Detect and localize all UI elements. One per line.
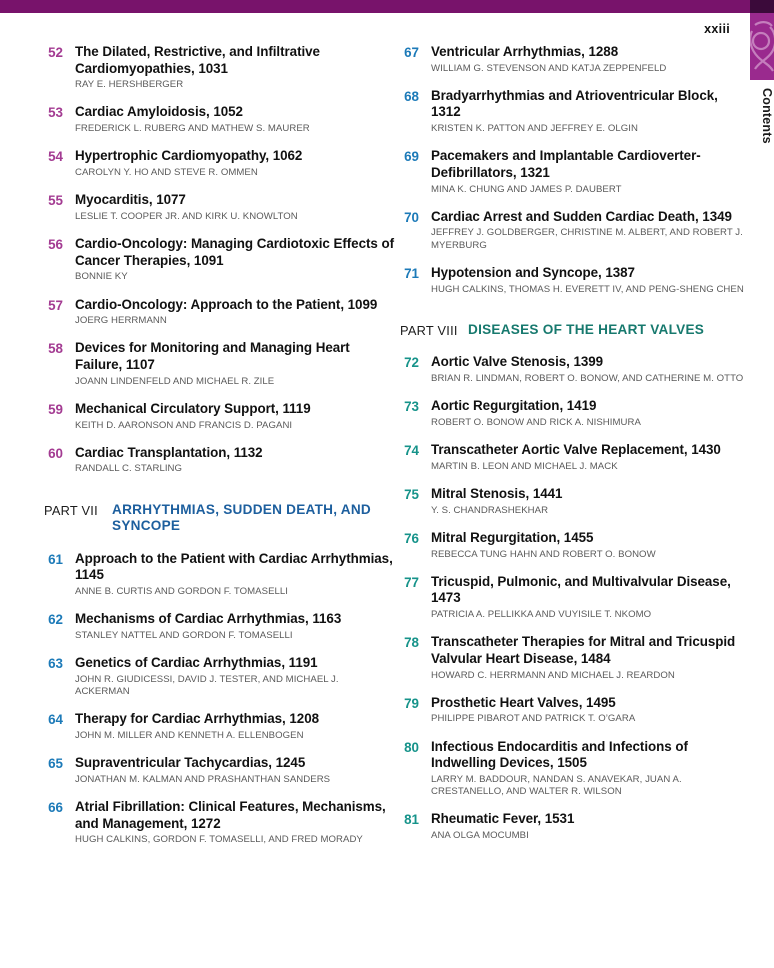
chapter-title[interactable]: Rheumatic Fever, 1531	[431, 811, 575, 827]
chapter-authors: PHILIPPE PIBAROT AND PATRICK T. O’GARA	[431, 713, 636, 725]
chapter-title[interactable]: Myocarditis, 1077	[75, 192, 186, 208]
chapter-title[interactable]: Cardiac Amyloidosis, 1052	[75, 104, 243, 120]
entry-body	[75, 148, 394, 179]
toc-entry[interactable]	[394, 44, 750, 75]
contents-tab-label: Contents	[760, 88, 774, 144]
page-number: xxiii	[704, 22, 730, 36]
toc-entry[interactable]	[394, 442, 750, 473]
chapter-number: 54	[48, 149, 63, 165]
chapter-authors: LARRY M. BADDOUR, NANDAN S. ANAVEKAR, JUAN A. CRESTANELLO, AND WALTER R. WILSON	[431, 773, 682, 798]
chapter-title[interactable]: Aortic Regurgitation, 1419	[431, 398, 597, 414]
entry-body	[431, 44, 750, 75]
toc-entry[interactable]	[394, 695, 750, 726]
chapter-title[interactable]: Devices for Monitoring and Managing Heart Failure, 1107	[75, 340, 350, 373]
entry-body	[75, 711, 394, 742]
part-title: ARRHYTHMIAS, SUDDEN DEATH, AND SYNCOPE	[112, 501, 371, 534]
toc-entry[interactable]	[394, 398, 750, 429]
chapter-number: 59	[48, 401, 63, 417]
entry-body	[75, 236, 394, 283]
entry-body	[75, 401, 394, 432]
chapter-number: 64	[48, 712, 63, 728]
toc-entry[interactable]	[394, 486, 750, 517]
chapter-number: 66	[48, 800, 63, 816]
chapter-title[interactable]: Cardio-Oncology: Approach to the Patient, 1099	[75, 296, 378, 312]
chapter-number: 73	[404, 399, 419, 415]
chapter-number: 71	[404, 265, 419, 281]
chapter-number: 76	[404, 530, 419, 546]
entry-body	[431, 148, 750, 195]
entry-body	[431, 530, 750, 561]
toc-entry[interactable]	[38, 755, 394, 786]
toc-entry[interactable]	[394, 209, 750, 252]
part-label: PART VIII	[400, 322, 458, 338]
toc-entry[interactable]	[394, 530, 750, 561]
part-heading	[44, 502, 394, 535]
toc-entry[interactable]	[38, 236, 394, 283]
chapter-title[interactable]: Mechanisms of Cardiac Arrhythmias, 1163	[75, 611, 342, 627]
entry-body	[431, 88, 750, 135]
chapter-number: 65	[48, 756, 63, 772]
entry-body	[75, 297, 394, 328]
chapter-number: 72	[404, 355, 419, 371]
chapter-title[interactable]: Cardiac Transplantation, 1132	[75, 444, 263, 460]
chapter-number: 55	[48, 193, 63, 209]
chapter-authors: LESLIE T. COOPER JR. AND KIRK U. KNOWLTON	[75, 210, 298, 222]
chapter-authors: HUGH CALKINS, GORDON F. TOMASELLI, AND FRED MORADY	[75, 834, 363, 846]
chapter-authors: MINA K. CHUNG AND JAMES P. DAUBERT	[431, 183, 622, 195]
chapter-authors: ROBERT O. BONOW AND RICK A. NISHIMURA	[431, 416, 641, 428]
entry-body	[431, 398, 750, 429]
chapter-number: 56	[48, 237, 63, 253]
chapter-number: 69	[404, 149, 419, 165]
chapter-authors: Y. S. CHANDRASHEKHAR	[431, 504, 549, 516]
contents-thumb-tab	[750, 13, 774, 80]
toc-entry[interactable]	[38, 401, 394, 432]
chapter-number: 80	[404, 739, 419, 755]
chapter-title[interactable]: Hypertrophic Cardiomyopathy, 1062	[75, 148, 303, 164]
toc-entry[interactable]	[394, 634, 750, 681]
chapter-title[interactable]: Aortic Valve Stenosis, 1399	[431, 354, 604, 370]
entry-body	[431, 574, 750, 621]
toc-entry[interactable]	[38, 445, 394, 476]
chapter-authors: PATRICIA A. PELLIKKA AND VUYISILE T. NKOMO	[431, 609, 652, 621]
part-title: DISEASES OF THE HEART VALVES	[468, 321, 705, 337]
chapter-title[interactable]: Transcatheter Therapies for Mitral and Tricuspid Valvular Heart Disease, 1484	[431, 634, 736, 666]
chapter-authors: STANLEY NATTEL AND GORDON F. TOMASELLI	[75, 629, 293, 641]
chapter-title[interactable]: The Dilated, Restrictive, and Infiltrative Cardiomyopathies, 1031	[75, 44, 320, 76]
toc-entry[interactable]	[38, 297, 394, 328]
chapter-title[interactable]: Prosthetic Heart Valves, 1495	[431, 694, 616, 710]
toc-entry[interactable]	[394, 811, 750, 842]
chapter-number: 75	[404, 487, 419, 503]
chapter-authors: KRISTEN K. PATTON AND JEFFREY E. OLGIN	[431, 123, 638, 135]
toc-entry[interactable]	[394, 574, 750, 621]
chapter-title[interactable]: Cardio-Oncology: Managing Cardiotoxic Effects of Cancer Therapies, 1091	[75, 236, 394, 268]
chapter-authors: BONNIE KY	[75, 271, 128, 283]
chapter-title[interactable]: Mitral Regurgitation, 1455	[431, 529, 594, 545]
chapter-title[interactable]: Therapy for Cardiac Arrhythmias, 1208	[75, 711, 319, 727]
toc-entry[interactable]	[38, 799, 394, 846]
chapter-authors: JONATHAN M. KALMAN AND PRASHANTHAN SANDERS	[75, 773, 331, 785]
chapter-authors: ANA OLGA MOCUMBI	[431, 830, 529, 842]
entry-body	[431, 442, 750, 473]
chapter-title[interactable]: Transcatheter Aortic Valve Replacement, 1430	[431, 442, 721, 458]
toc-entry[interactable]	[38, 104, 394, 135]
chapter-number: 62	[48, 612, 63, 628]
chapter-authors: JOANN LINDENFELD AND MICHAEL R. ZILE	[75, 375, 275, 387]
entry-body	[431, 354, 750, 385]
entry-body	[75, 551, 394, 598]
chapter-title[interactable]: Mechanical Circulatory Support, 1119	[75, 400, 311, 416]
chapter-title[interactable]: Tricuspid, Pulmonic, and Multivalvular Disease, 1473	[431, 573, 731, 606]
entry-body	[75, 445, 394, 476]
chapter-number: 53	[48, 105, 63, 121]
chapter-number: 74	[404, 443, 419, 459]
entry-body	[75, 104, 394, 135]
chapter-authors: JEFFREY J. GOLDBERGER, CHRISTINE M. ALBERT, AND ROBERT J. MYERBURG	[431, 227, 743, 251]
chapter-number: 52	[48, 45, 63, 60]
chapter-number: 58	[48, 341, 63, 357]
chapter-title[interactable]: Approach to the Patient with Cardiac Arrhythmias, 1145	[75, 550, 393, 583]
entry-body	[75, 340, 394, 387]
chapter-authors: JOHN M. MILLER AND KENNETH A. ELLENBOGEN	[75, 729, 304, 741]
toc-entry[interactable]	[394, 354, 750, 385]
chapter-authors: JOHN R. GIUDICESSI, DAVID J. TESTER, AND MICHAEL J. ACKERMAN	[75, 673, 339, 698]
chapter-number: 67	[404, 45, 419, 60]
entry-body	[75, 611, 394, 642]
chapter-title[interactable]: Genetics of Cardiac Arrhythmias, 1191	[75, 655, 318, 671]
entry-body	[431, 739, 750, 799]
entry-body	[431, 634, 750, 681]
chapter-authors: RAY E. HERSHBERGER	[75, 79, 184, 91]
part-heading	[400, 322, 750, 339]
entry-body	[75, 44, 394, 91]
entry-body	[75, 799, 394, 846]
heart-logo-icon	[750, 17, 774, 79]
chapter-authors: REBECCA TUNG HAHN AND ROBERT O. BONOW	[431, 548, 656, 560]
chapter-authors: RANDALL C. STARLING	[75, 463, 183, 475]
toc-entry[interactable]	[38, 611, 394, 642]
chapter-number: 68	[404, 88, 419, 104]
chapter-number: 81	[404, 812, 419, 828]
toc-entry[interactable]	[38, 192, 394, 223]
chapter-title[interactable]: Atrial Fibrillation: Clinical Features, Mechanisms, and Management, 1272	[75, 799, 386, 831]
toc-columns	[0, 44, 750, 944]
entry-body	[75, 655, 394, 698]
toc-entry[interactable]	[38, 711, 394, 742]
chapter-authors: BRIAN R. LINDMAN, ROBERT O. BONOW, AND CATHERINE M. OTTO	[431, 373, 744, 385]
entry-body	[431, 486, 750, 517]
chapter-authors: CAROLYN Y. HO AND STEVE R. OMMEN	[75, 166, 258, 178]
toc-entry[interactable]	[394, 265, 750, 296]
entry-body	[75, 755, 394, 786]
toc-entry[interactable]	[394, 88, 750, 135]
chapter-title[interactable]: Hypotension and Syncope, 1387	[431, 264, 635, 280]
chapter-title[interactable]: Supraventricular Tachycardias, 1245	[75, 755, 306, 771]
chapter-title[interactable]: Pacemakers and Implantable Cardioverter-Defibrillators, 1321	[431, 148, 701, 180]
toc-entry[interactable]	[38, 551, 394, 598]
chapter-number: 70	[404, 209, 419, 225]
chapter-title[interactable]: Bradyarrhythmias and Atrioventricular Block, 1312	[431, 87, 718, 120]
chapter-authors: WILLIAM G. STEVENSON AND KATJA ZEPPENFELD	[431, 62, 667, 74]
entry-body	[431, 209, 750, 252]
chapter-authors: ANNE B. CURTIS AND GORDON F. TOMASELLI	[75, 586, 289, 598]
chapter-number: 57	[48, 297, 63, 313]
chapter-title[interactable]: Ventricular Arrhythmias, 1288	[431, 44, 619, 59]
chapter-title[interactable]: Mitral Stenosis, 1441	[431, 486, 563, 502]
part-label: PART VII	[44, 502, 98, 518]
top-dark-purple-bar	[750, 0, 774, 13]
chapter-number: 60	[48, 445, 63, 461]
top-purple-bar	[0, 0, 750, 13]
toc-column-left	[38, 44, 394, 944]
chapter-title[interactable]: Infectious Endocarditis and Infections of Indwelling Devices, 1505	[431, 738, 688, 771]
chapter-number: 77	[404, 574, 419, 590]
toc-entry[interactable]	[38, 340, 394, 387]
toc-entry[interactable]	[394, 739, 750, 799]
entry-body	[75, 192, 394, 223]
toc-entry[interactable]	[38, 148, 394, 179]
chapter-number: 61	[48, 551, 63, 567]
chapter-authors: HUGH CALKINS, THOMAS H. EVERETT IV, AND PENG-SHENG CHEN	[431, 283, 744, 295]
toc-entry[interactable]	[394, 148, 750, 195]
entry-body	[431, 265, 750, 296]
toc-entry[interactable]	[38, 655, 394, 698]
chapter-authors: FREDERICK L. RUBERG AND MATHEW S. MAURER	[75, 123, 310, 135]
toc-entry[interactable]	[38, 44, 394, 91]
chapter-authors: MARTIN B. LEON AND MICHAEL J. MACK	[431, 460, 618, 472]
chapter-number: 78	[404, 635, 419, 651]
toc-column-right	[394, 44, 750, 944]
chapter-authors: KEITH D. AARONSON AND FRANCIS D. PAGANI	[75, 419, 293, 431]
entry-body	[431, 695, 750, 726]
chapter-number: 79	[404, 695, 419, 711]
chapter-title[interactable]: Cardiac Arrest and Sudden Cardiac Death, 1349	[431, 208, 732, 224]
chapter-authors: JOERG HERRMANN	[75, 315, 167, 327]
chapter-authors: HOWARD C. HERRMANN AND MICHAEL J. REARDON	[431, 669, 675, 681]
chapter-number: 63	[48, 656, 63, 672]
entry-body	[431, 811, 750, 842]
